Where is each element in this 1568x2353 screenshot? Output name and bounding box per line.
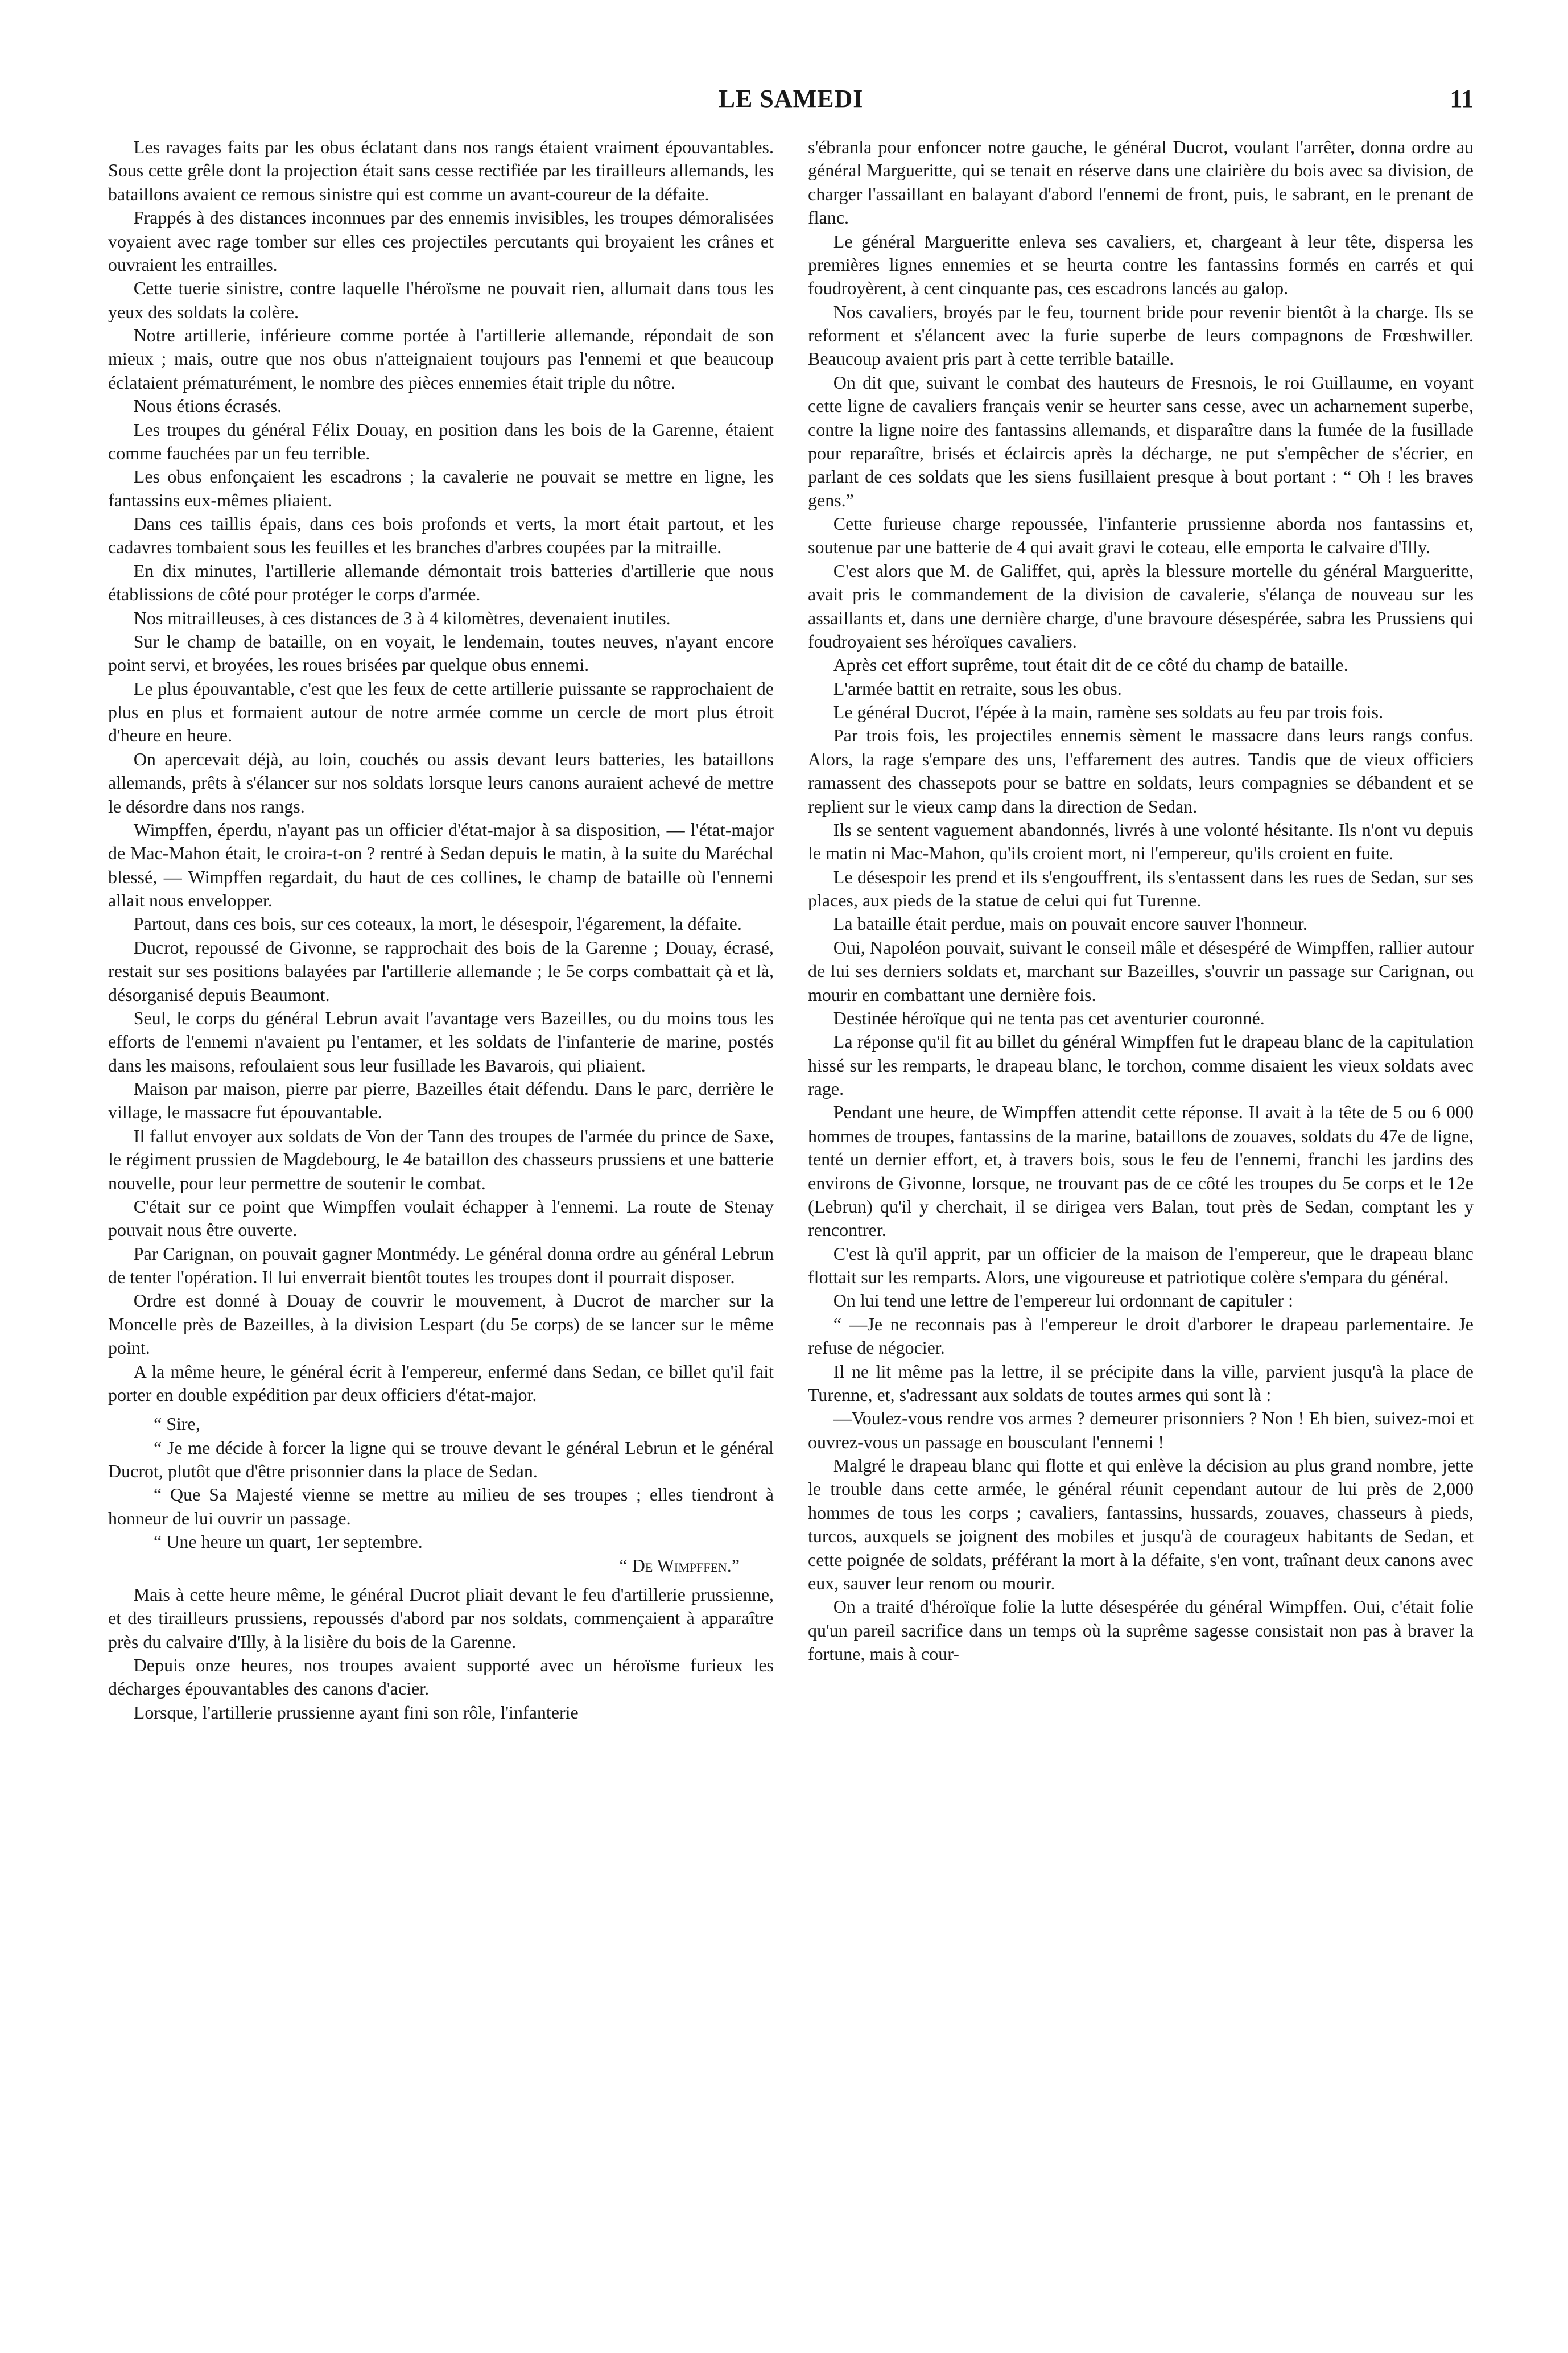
- paragraph: Nos cavaliers, broyés par le feu, tournent bride pour revenir bientôt à la charge. Ils se reforment et s'élancent avec la furie superbe de leurs compagnons de Frœshwiller. Beaucoup avaient pris part à cette terrible bataille.: [808, 301, 1474, 369]
- paragraph: Mais à cette heure même, le général Ducrot pliait devant le feu d'artillerie prussienne, et des tirailleurs prussiens, repoussés d'abord par nos soldats, commençaient à apparaître près du calvaire d'Illy, à la lisière du bois de la Garenne.: [108, 1584, 774, 1652]
- paragraph: Frappés à des distances inconnues par des ennemis invisibles, les troupes démoralisées voyaient avec rage tomber sur elles ces projectiles percutants qui broyaient les crânes et ouvraient les entrailles.: [108, 207, 774, 275]
- paragraph: Dans ces taillis épais, dans ces bois profonds et verts, la mort était partout, et les cadavres tombaient sous les feuilles et les branches d'arbres coupées par la mitraille.: [108, 513, 774, 558]
- paragraph: Par Carignan, on pouvait gagner Montmédy. Le général donna ordre au général Lebrun de tenter l'opération. Il lui enverrait bientôt toutes les troupes dont il pourrait disposer.: [108, 1243, 774, 1287]
- paragraph: C'était sur ce point que Wimpffen voulait échapper à l'ennemi. La route de Stenay pouvait nous être ouverte.: [108, 1196, 774, 1241]
- letter-paragraph: “ Je me décide à forcer la ligne qui se trouve devant le général Lebrun et le général Ducrot, plutôt que d'être prisonnier dans la place de Sedan.: [108, 1437, 774, 1481]
- text-columns: [108, 135, 1474, 2332]
- left-column: [108, 135, 774, 2332]
- paragraph: Le général Margueritte enleva ses cavaliers, et, chargeant à leur tête, dispersa les premières lignes ennemies et se heurta contre les fantassins formés en carrés et qui foudroyèrent, à cent cinquante pas, ces escadrons lancés au galop.: [808, 230, 1474, 299]
- paragraph: —Voulez-vous rendre vos armes ? demeurer prisonniers ? Non ! Eh bien, suivez-moi et ouvrez-vous un passage en bousculant l'ennemi !: [808, 1408, 1474, 1452]
- paragraph: La réponse qu'il fit au billet du général Wimpffen fut le drapeau blanc de la capitulation hissé sur les remparts, le drapeau blanc, le torchon, comme disaient les vieux soldats avec rage.: [808, 1031, 1474, 1099]
- paragraph: La bataille était perdue, mais on pouvait encore sauver l'honneur.: [833, 913, 1307, 934]
- left-column-body: [108, 135, 774, 1407]
- paragraph: Ducrot, repoussé de Givonne, se rapprochait des bois de la Garenne ; Douay, écrasé, restait sur ses positions balayées par l'artillerie allemande ; le 5e corps combattait çà et là, désorganisé depuis Beaumont.: [108, 937, 774, 1005]
- paragraph: C'est là qu'il apprit, par un officier de la maison de l'empereur, que le drapeau blanc flottait sur les remparts. Alors, une vigoureuse et patriotique colère s'empara du général.: [808, 1243, 1474, 1287]
- paragraph: C'est alors que M. de Galiffet, qui, après la blessure mortelle du général Margueritte, avait pris le commandement de la division de cavalerie, s'élança de nouveau sur les assaillants et, dans une dernière charge, d'une bravoure désespérée, sabra les Prussiens qui foudroyaient ses héroïques cavaliers.: [808, 560, 1474, 652]
- right-column: [808, 135, 1474, 2332]
- paragraph: Ordre est donné à Douay de couvrir le mouvement, à Ducrot de marcher sur la Moncelle près de Bazeilles, à la division Lespart (du 5e corps) de se lancer sur le même point.: [108, 1290, 774, 1358]
- paragraph: Il ne lit même pas la lettre, il se précipite dans la ville, parvient jusqu'à la place de Turenne, et, s'adressant aux soldats de toutes armes qui sont là :: [808, 1361, 1474, 1405]
- paragraph: Malgré le drapeau blanc qui flotte et qui enlève la décision au plus grand nombre, jette le trouble dans cette armée, le général réunit cependant autour de lui près de 2,000 hommes de tous les corps ; cavaliers, fantassins, hussards, zouaves, chasseurs à pieds, turcos, auxquels se joignent des mobiles et jusqu'à de courageux habitants de Sedan, et cette poignée de soldats, préférant la mort à la défaite, s'en vont, traînant deux canons avec eux, sauver leur renom ou mourir.: [808, 1455, 1474, 1593]
- paragraph: “ —Je ne reconnais pas à l'empereur le droit d'arborer le drapeau parlementaire. Je refuse de négocier.: [808, 1313, 1474, 1358]
- page-number: 11: [1450, 85, 1474, 113]
- paragraph: Les obus enfonçaient les escadrons ; la cavalerie ne pouvait se mettre en ligne, les fantassins eux-mêmes pliaient.: [108, 466, 774, 510]
- paragraph: Seul, le corps du général Lebrun avait l'avantage vers Bazeilles, ou du moins tous les efforts de l'ennemi n'avaient pu l'entamer, et les soldats de l'infanterie de marine, postés dans les maisons, refoulaient sous leur fusillade les Bavarois, qui pliaient.: [108, 1007, 774, 1075]
- paragraph: Le général Ducrot, l'épée à la main, ramène ses soldats au feu par trois fois.: [833, 702, 1384, 722]
- paragraph: On lui tend une lettre de l'empereur lui ordonnant de capituler :: [833, 1290, 1293, 1311]
- paragraph: Par trois fois, les projectiles ennemis sèment le massacre dans leurs rangs confus. Alors, la rage s'empare des uns, l'effarement des autres. Tandis que de vieux officiers ramassent des chassepots pour se battre en soldats, leurs compagnies se débandent et se replient sur le vieux camp dans la direction de Sedan.: [808, 725, 1474, 817]
- paragraph: Pendant une heure, de Wimpffen attendit cette réponse. Il avait à la tête de 5 ou 6 000 hommes de troupes, fantassins de la marine, bataillons de zouaves, soldats du 47e de ligne, tenté un dernier effort, et, à travers bois, sous le feu de l'ennemi, franchi les jardins des environs de Givonne, lorsque, ne trouvant pas de ce côté les troupes du 5e corps et le 12e (Lebrun) qu'il y cherchait, il se dirigea vers Balan, tout près de Sedan, comptant les y rencontrer.: [808, 1102, 1474, 1241]
- paragraph: Ils se sentent vaguement abandonnés, livrés à une volonté hésitante. Ils n'ont vu depuis le matin ni Mac-Mahon, qu'ils croient mort, ni l'empereur, qu'ils croient en fuite.: [808, 819, 1474, 864]
- paragraph: Il fallut envoyer aux soldats de Von der Tann des troupes de l'armée du prince de Saxe, le régiment prussien de Magdebourg, le 4e bataillon des chasseurs prussiens et une batterie nouvelle, pour leur permettre de soutenir le combat.: [108, 1125, 774, 1193]
- paragraph: Lorsque, l'artillerie prussienne ayant fini son rôle, l'infanterie: [133, 1701, 579, 1722]
- paragraph: En dix minutes, l'artillerie allemande démontait trois batteries d'artillerie que nous établissions de côté pour protéger le corps d'armée.: [108, 560, 774, 605]
- letter-block: [108, 1412, 774, 1577]
- paragraph: Sur le champ de bataille, on en voyait, le lendemain, toutes neuves, n'ayant encore point servi, et broyées, les roues brisées par quelque obus ennemi.: [108, 631, 774, 675]
- paragraph: Les ravages faits par les obus éclatant dans nos rangs étaient vraiment épouvantables. Sous cette grêle dont la projection était sans cesse rectifiée par les tirailleurs allemands, les bataillons avaient ce remous sinistre qui est comme un avant-coureur de la défaite.: [108, 137, 774, 204]
- paragraph: Destinée héroïque qui ne tenta pas cet aventurier couronné.: [833, 1007, 1265, 1028]
- running-title: LE SAMEDI: [718, 85, 864, 113]
- paragraph: Le plus épouvantable, c'est que les feux de cette artillerie puissante se rapprochaient de plus en plus et formaient autour de notre armée comme un cercle de mort plus étroit d'heure en heure.: [108, 678, 774, 746]
- paragraph: Cette tuerie sinistre, contre laquelle l'héroïsme ne pouvait rien, allumait dans tous les yeux des soldats la colère.: [108, 278, 774, 322]
- paragraph: A la même heure, le général écrit à l'empereur, enfermé dans Sedan, ce billet qu'il fait porter en double expédition par deux officiers d'état-major.: [108, 1361, 774, 1405]
- paragraph: Le désespoir les prend et ils s'engouffrent, ils s'entassent dans les rues de Sedan, sur ses places, aux pieds de la statue de celui qui fut Turenne.: [808, 866, 1474, 910]
- paragraph: L'armée battit en retraite, sous les obus.: [833, 678, 1122, 699]
- paragraph: s'ébranla pour enfoncer notre gauche, le général Ducrot, voulant l'arrêter, donna ordre au général Margueritte, qui se tenait en réserve dans une clairière du bois avec sa division, de charger l'assaillant en balayant d'abord l'ennemi de front, puis, le sabrant, en le prenant de flanc.: [808, 137, 1474, 228]
- letter-salutation: “ Sire,: [154, 1414, 200, 1435]
- paragraph: Après cet effort suprême, tout était dit de ce côté du champ de bataille.: [833, 654, 1348, 675]
- paragraph: Les troupes du général Félix Douay, en position dans les bois de la Garenne, étaient comme fauchées par un feu terrible.: [108, 419, 774, 463]
- paragraph: Nous étions écrasés.: [133, 395, 282, 417]
- paragraph: On apercevait déjà, au loin, couchés ou assis devant leurs batteries, les bataillons allemands, prêts à s'élancer sur nos soldats lorsque leurs canons auraient achevé de mettre le désordre dans nos rangs.: [108, 748, 774, 817]
- paragraph: On a traité d'héroïque folie la lutte désespérée du général Wimpffen. Oui, c'était folie qu'un pareil sacrifice dans un temps où la suprême sagesse consistait non pas à braver la fortune, mais à cour-: [808, 1596, 1474, 1664]
- paragraph: On dit que, suivant le combat des hauteurs de Fresnois, le roi Guillaume, en voyant cette ligne de cavaliers français venir se heurter sans cesse, avec un acharnement superbe, contre la ligne noire des fantassins allemands, et disparaître dans la fumée de la fusillade pour reparaître, brisés et éclaircis après la décharge, ne put s'empêcher de s'écrier, en parlant de ces soldats que les siens fusillaient presque à bout portant : “ Oh ! les braves gens.”: [808, 372, 1474, 510]
- letter-paragraph: “ Que Sa Majesté vienne se mettre au milieu de ses troupes ; elles tiendront à honneur de lui ouvrir un passage.: [108, 1484, 774, 1528]
- paragraph: Oui, Napoléon pouvait, suivant le conseil mâle et désespéré de Wimpffen, rallier autour de lui ses derniers soldats et, marchant sur Bazeilles, s'ouvrir un passage sur Carignan, ou mourir en combattant une dernière fois.: [808, 937, 1474, 1005]
- paragraph: Maison par maison, pierre par pierre, Bazeilles était défendu. Dans le parc, derrière le village, le massacre fut épouvantable.: [108, 1078, 774, 1123]
- paragraph: Depuis onze heures, nos troupes avaient supporté avec un héroïsme furieux les décharges épouvantables des canons d'acier.: [108, 1655, 774, 1699]
- paragraph: Wimpffen, éperdu, n'ayant pas un officier d'état-major à sa disposition, — l'état-major de Mac-Mahon était, le croira-t-on ? rentré à Sedan depuis le matin, à la suite du Maréchal blessé, — Wimpffen regardait, du haut de ces collines, le champ de bataille où l'ennemi allait nous envelopper.: [108, 819, 774, 910]
- left-column-after-letter: [108, 1583, 774, 1724]
- letter-paragraph: “ Une heure un quart, 1er septembre.: [154, 1531, 423, 1552]
- paragraph: Cette furieuse charge repoussée, l'infanterie prussienne aborda nos fantassins et, soutenue par une batterie de 4 qui avait gravi le coteau, elle emporta le calvaire d'Illy.: [808, 513, 1474, 558]
- paragraph: Nos mitrailleuses, à ces distances de 3 à 4 kilomètres, devenaient inutiles.: [133, 607, 671, 628]
- paragraph: Partout, dans ces bois, sur ces coteaux, la mort, le désespoir, l'égarement, la défaite.: [133, 913, 742, 934]
- paragraph: Notre artillerie, inférieure comme portée à l'artillerie allemande, répondait de son mieux ; mais, outre que nos obus n'atteignaient toujours pas l'ennemi et que beaucoup éclataient prématurément, le nombre des pièces ennemies était triple du nôtre.: [108, 325, 774, 393]
- letter-signature: “ De Wimpffen.”: [619, 1555, 740, 1576]
- page-header: [108, 80, 1474, 125]
